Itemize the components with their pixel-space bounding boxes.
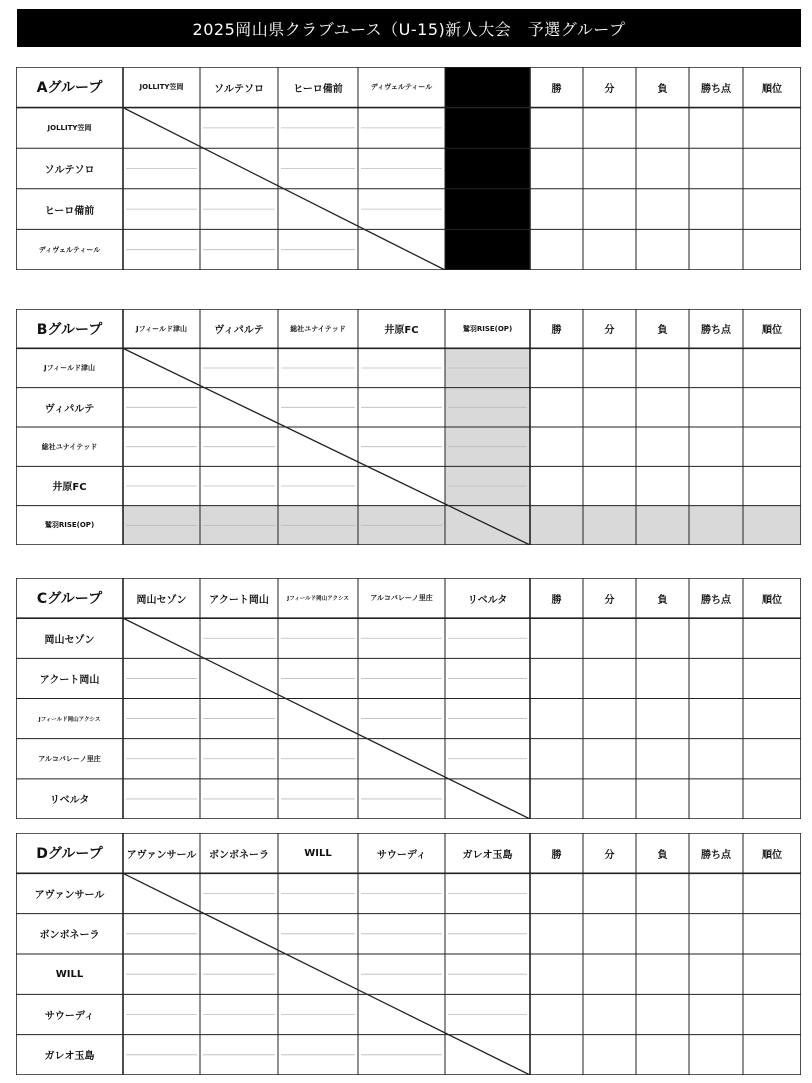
column-team-header: ボンボネーラ [209, 849, 269, 861]
column-team-header: 鷲羽RISE(OP) [462, 324, 513, 333]
row-team-label: 井原FC [52, 482, 87, 494]
group-a-table [16, 67, 801, 270]
row-team-label: ディヴェルティール [38, 245, 101, 254]
stat-header-draw: 分 [604, 83, 615, 95]
row-team-label: 鷲羽RISE(OP) [44, 521, 95, 530]
diagonal-self-match-line [123, 108, 445, 270]
diagonal-self-match-line [123, 348, 530, 545]
row-team-label: ヴィパルテ [44, 403, 95, 415]
column-team-header: ヴィパルテ [214, 325, 264, 337]
blacked-out-column [445, 67, 530, 270]
stat-header-points: 勝ち点 [701, 83, 731, 95]
row-team-label: リベルタ [49, 795, 90, 807]
page-title: 2025岡山県クラブユース（U-15)新人大会 予選グループ [17, 9, 801, 47]
column-team-header: アクート岡山 [209, 594, 269, 606]
row-team-label: ソルテソロ [44, 164, 95, 176]
row-team-label: ヒーロ備前 [44, 205, 95, 217]
column-team-header: リベルタ [467, 594, 508, 606]
stat-header-rank: 順位 [762, 594, 782, 606]
column-team-header: アヴァンサール [126, 849, 197, 861]
stat-header-loss: 負 [657, 83, 668, 95]
row-team-label: 総社ユナイテッド [41, 442, 98, 451]
group-c-table [16, 578, 801, 819]
group-name: Aグループ [36, 80, 103, 97]
row-team-label: アヴァンサール [34, 889, 105, 901]
diagonal-self-match-line [123, 618, 530, 819]
group-name: Dグループ [36, 846, 103, 863]
stat-header-win: 勝 [551, 594, 562, 606]
group-d-table [16, 833, 801, 1075]
stat-header-rank: 順位 [762, 849, 782, 861]
stat-header-draw: 分 [604, 849, 615, 861]
row-team-label: ボンボネーラ [39, 930, 100, 942]
column-team-header: JOLLITY笠岡 [139, 83, 184, 92]
column-team-header: アルコバレーノ里庄 [370, 594, 433, 603]
column-team-header: 岡山セゾン [136, 594, 187, 606]
diagonal-self-match-line [123, 873, 530, 1075]
row-team-label: WILL [55, 968, 84, 980]
column-team-header: ソルテソロ [214, 83, 264, 95]
stat-header-rank: 順位 [762, 325, 782, 337]
op-row-shade [123, 506, 801, 545]
group-name: Cグループ [36, 591, 103, 608]
column-team-header: ヒーロ備前 [293, 83, 343, 95]
row-team-label: サウーディ [44, 1010, 95, 1022]
stat-header-rank: 順位 [762, 83, 782, 95]
row-team-label: Jフィールド津山 [44, 363, 95, 372]
column-team-header: WILL [304, 847, 332, 859]
op-column-shade [445, 348, 530, 545]
stat-header-win: 勝 [551, 849, 562, 861]
column-team-header: Jフィールド岡山アクシス [287, 596, 349, 603]
column-team-header: Jフィールド津山 [136, 324, 187, 333]
column-team-header: 総社ユナイテッド [290, 324, 346, 333]
stat-header-draw: 分 [604, 325, 615, 337]
column-team-header: ガレオ玉島 [462, 849, 513, 861]
row-team-label: アルコバレーノ里庄 [38, 754, 101, 763]
stat-header-draw: 分 [604, 594, 615, 606]
row-team-label: ガレオ玉島 [44, 1051, 95, 1063]
stat-header-win: 勝 [551, 325, 562, 337]
stat-header-loss: 負 [657, 849, 668, 861]
stat-header-points: 勝ち点 [701, 849, 731, 861]
row-team-label: Jフィールド岡山アクシス [38, 716, 101, 723]
row-team-label: アクート岡山 [39, 674, 100, 686]
row-team-label: JOLLITY笠岡 [47, 123, 92, 132]
column-team-header: ディヴェルティール [370, 83, 433, 92]
stat-header-loss: 負 [657, 594, 668, 606]
stat-header-win: 勝 [551, 83, 562, 95]
column-team-header: サウーディ [376, 849, 427, 861]
row-team-label: 岡山セゾン [44, 634, 95, 646]
stat-header-points: 勝ち点 [701, 325, 731, 337]
group-b-table [16, 309, 801, 545]
stat-header-points: 勝ち点 [701, 594, 731, 606]
column-team-header: 井原FC [384, 325, 419, 337]
group-name: Bグループ [36, 321, 103, 338]
stat-header-loss: 負 [657, 325, 668, 337]
